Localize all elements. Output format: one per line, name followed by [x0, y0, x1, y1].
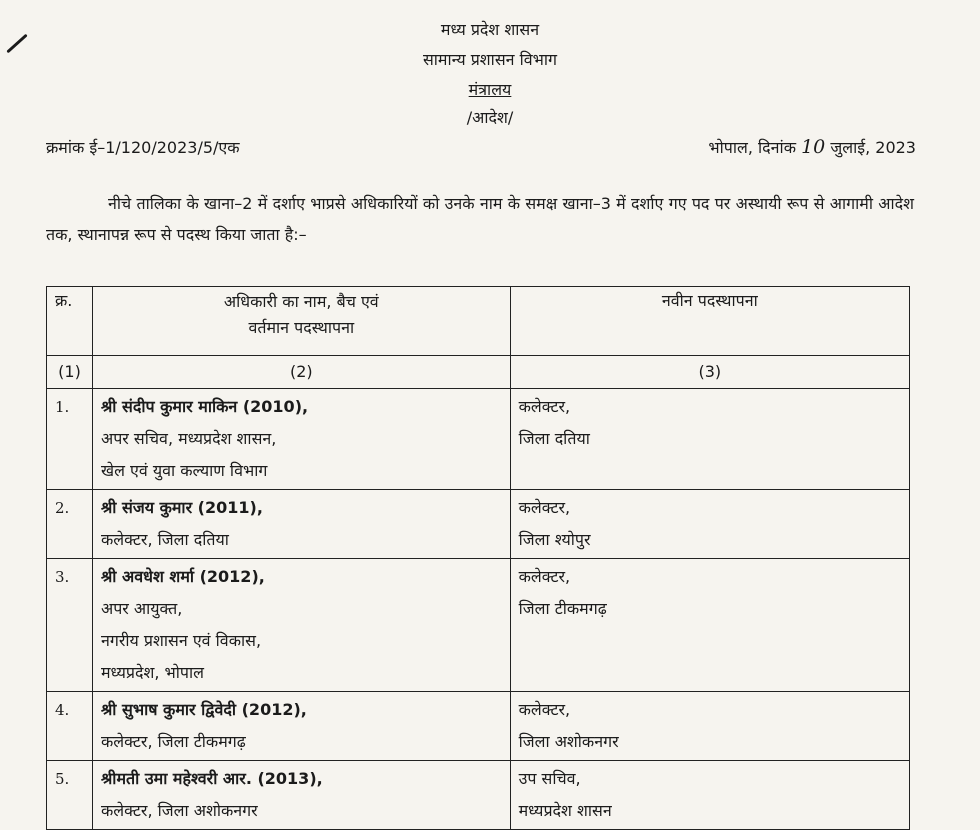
- date-prefix: भोपाल, दिनांक: [708, 138, 796, 157]
- header-new-posting: नवीन पदस्थापना: [510, 287, 909, 356]
- header-officer-line2: वर्तमान पदस्थापना: [248, 318, 355, 337]
- table-row: [47, 761, 910, 830]
- col-number-3: (3): [510, 356, 909, 389]
- table-row: [47, 389, 910, 490]
- officer-name: श्रीमती उमा महेश्वरी आर. (2013),: [100, 769, 323, 788]
- serial-number-text: 1.: [55, 398, 70, 416]
- new-posting-line: मध्यप्रदेश शासन: [518, 801, 612, 820]
- table-row: [47, 692, 910, 761]
- table-header-row: [47, 287, 910, 356]
- intro-paragraph: नीचे तालिका के खाना–2 में दर्शाए भाप्रसे अधिकारियों को उनके नाम के समक्ष खाना–3 में दर्शाए गए पद पर अस्थायी रूप से आगामी आदेश तक, स्थानापन्न रूप से पदस्थ किया जाता है:–: [46, 194, 914, 244]
- new-posting-cell: [510, 490, 909, 559]
- table-row: [47, 559, 910, 692]
- posting-table: [46, 286, 910, 830]
- table-row: [47, 490, 910, 559]
- col-number-1: (1): [47, 356, 93, 389]
- new-posting-cell: [510, 389, 909, 490]
- current-posting-line: कलेक्टर, जिला दतिया: [100, 530, 229, 549]
- officer-cell: [92, 389, 510, 490]
- serial-number: [47, 389, 93, 490]
- new-posting-line: जिला टीकमगढ़: [518, 599, 607, 618]
- col-number-2: (2): [92, 356, 510, 389]
- order-number: क्रमांक ई–1/120/2023/5/एक: [46, 138, 240, 157]
- serial-number-text: 5.: [55, 770, 70, 788]
- new-posting-line: जिला दतिया: [518, 429, 590, 448]
- new-posting-cell: [510, 559, 909, 692]
- column-number-row: [47, 356, 910, 389]
- current-posting-line: कलेक्टर, जिला अशोकनगर: [100, 801, 258, 820]
- new-posting-cell: [510, 692, 909, 761]
- header-officer-line1: अधिकारी का नाम, बैच एवं: [223, 292, 379, 311]
- new-posting-line: उप सचिव,: [518, 769, 581, 788]
- govt-name: मध्य प्रदेश शासन: [440, 20, 540, 39]
- officer-name: श्री संदीप कुमार माकिन (2010),: [100, 397, 309, 416]
- current-posting-line: नगरीय प्रशासन एवं विकास,: [100, 631, 262, 650]
- officer-cell: [92, 559, 510, 692]
- officer-cell: [92, 692, 510, 761]
- new-posting-line: जिला श्योपुर: [518, 530, 591, 549]
- officer-cell: [92, 761, 510, 830]
- serial-number: [47, 490, 93, 559]
- current-posting-line: कलेक्टर, जिला टीकमगढ़: [100, 732, 246, 751]
- new-posting-cell: [510, 761, 909, 830]
- header-officer: [92, 287, 510, 356]
- officer-name: श्री अवधेश शर्मा (2012),: [100, 567, 265, 586]
- new-posting-line: कलेक्टर,: [518, 397, 571, 416]
- serial-number-text: 4.: [55, 701, 70, 719]
- officer-name: श्री संजय कुमार (2011),: [100, 498, 263, 517]
- new-posting-line: कलेक्टर,: [518, 700, 571, 719]
- current-posting-line: अपर आयुक्त,: [100, 599, 183, 618]
- current-posting-line: अपर सचिव, मध्यप्रदेश शासन,: [100, 429, 277, 448]
- serial-number: [47, 559, 93, 692]
- current-posting-line: खेल एवं युवा कल्याण विभाग: [100, 461, 268, 480]
- officer-cell: [92, 490, 510, 559]
- new-posting-line: कलेक्टर,: [518, 567, 571, 586]
- office-name-text: मंत्रालय: [468, 80, 512, 99]
- office-name: [0, 78, 980, 100]
- date-day: 10: [801, 136, 826, 158]
- date-rest: जुलाई, 2023: [830, 138, 916, 157]
- officer-name: श्री सुभाष कुमार द्विवेदी (2012),: [100, 700, 307, 719]
- serial-number-text: 3.: [55, 568, 70, 586]
- serial-number: [47, 761, 93, 830]
- new-posting-line: कलेक्टर,: [518, 498, 571, 517]
- current-posting-line: मध्यप्रदेश, भोपाल: [100, 663, 204, 682]
- serial-number-text: 2.: [55, 499, 70, 517]
- header-serial: क्र.: [47, 287, 93, 356]
- new-posting-line: जिला अशोकनगर: [518, 732, 619, 751]
- document-type: /आदेश/: [466, 108, 514, 127]
- serial-number: [47, 692, 93, 761]
- department-name: सामान्य प्रशासन विभाग: [422, 50, 558, 69]
- order-date: [708, 136, 916, 158]
